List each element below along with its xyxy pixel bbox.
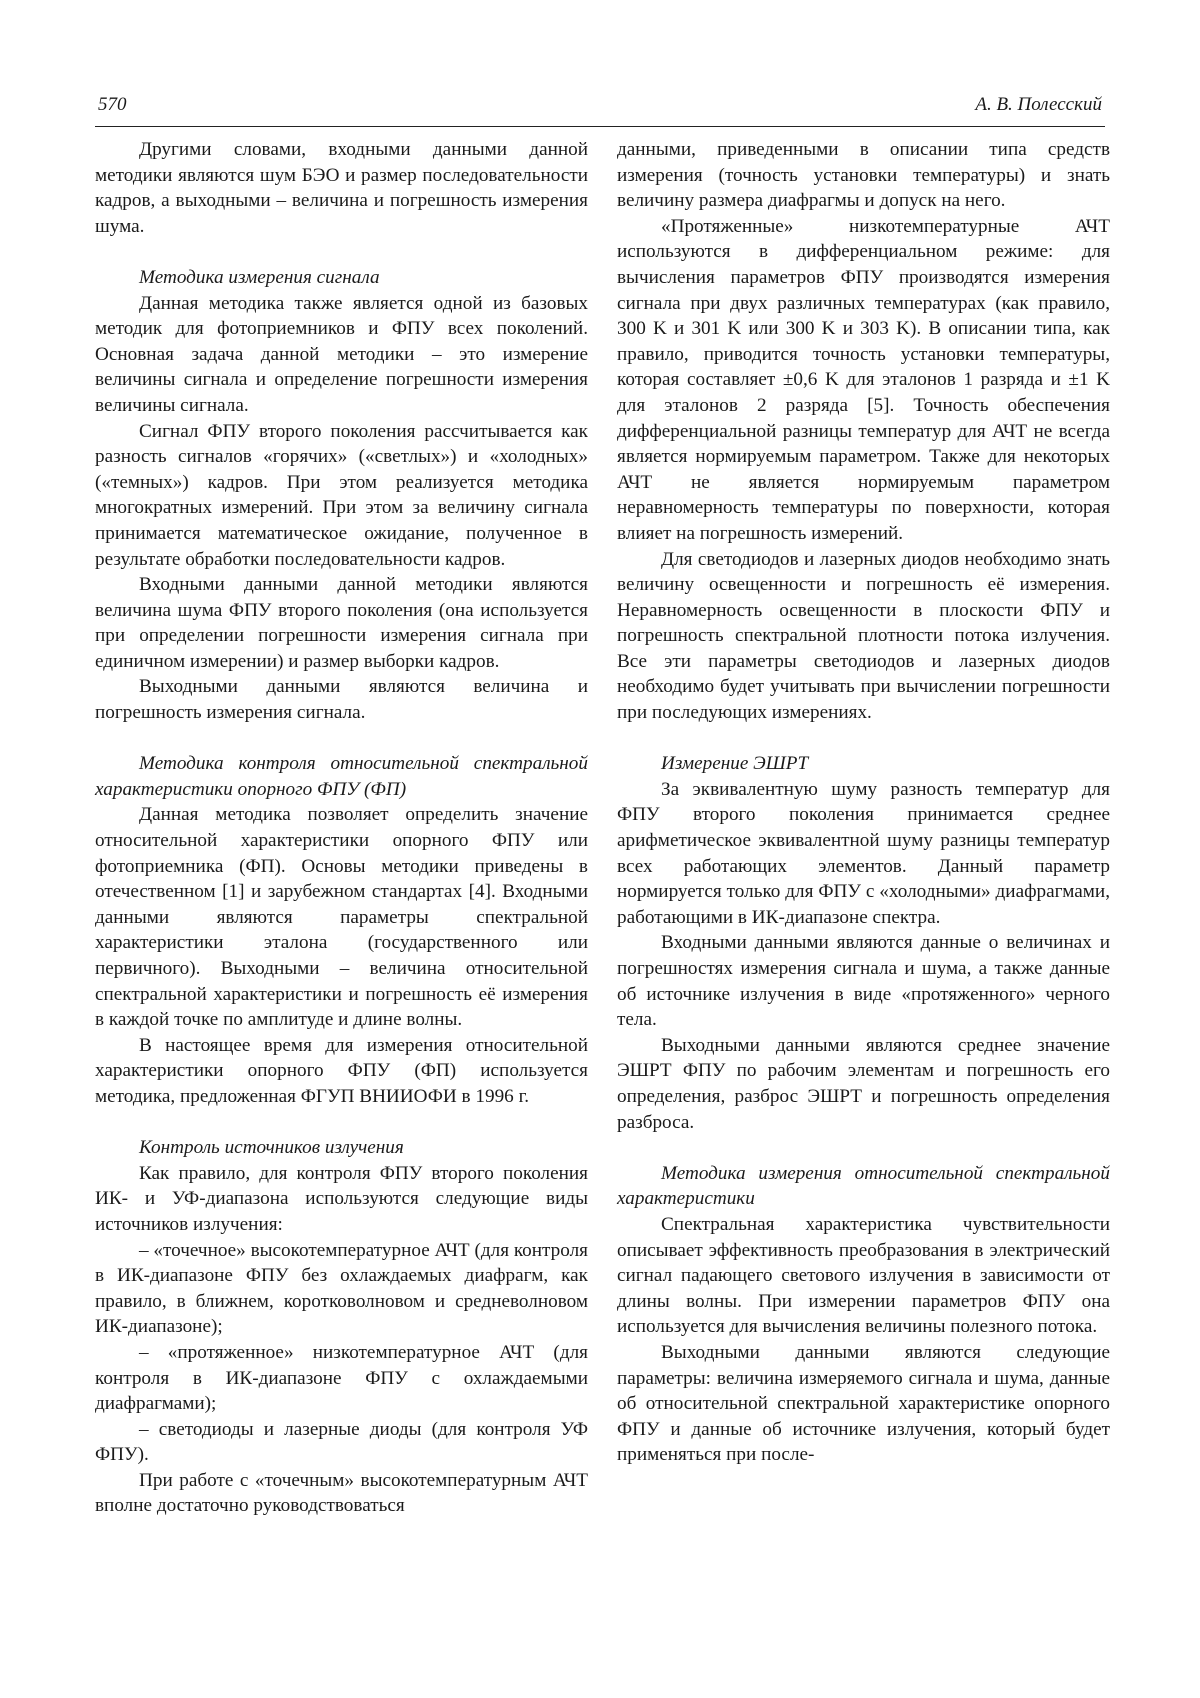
section-heading: Измерение ЭШРТ <box>661 753 809 775</box>
paragraph: Выходными данными являются среднее значение ЭШРТ ФПУ по рабочим элементам и погрешность его определения, разброс ЭШРТ и погрешность определения разброса. <box>617 1034 1110 1133</box>
paragraph: Спектральная характеристика чувствительности описывает эффективность преобразования в электрический сигнал падающего светового излучения в зависимости от длины волны. При измерении параметров ФПУ она используется для вычисления величины полезного потока. <box>617 1213 1110 1338</box>
paragraph: Входными данными являются данные о величинах и погрешностях измерения сигнала и шума, а также данные об источнике излучения в виде «протяженного» черного тела. <box>617 932 1110 1031</box>
left-column <box>95 137 588 1519</box>
paragraph: Для светодиодов и лазерных диодов необходимо знать величину освещенности и погрешность её измерения. Неравномерность освещенности в плоскости ФПУ и погрешность спектральной плотности потока излучения. Все эти параметры светодиодов и лазерных диодов необходимо будет учитывать при вычислении погрешности при последующих измерениях. <box>617 548 1110 724</box>
page-number: 570 <box>98 94 127 115</box>
paragraph: данными, приведенными в описании типа средств измерения (точность установки температуры) и знать величину размера диафрагмы и допуск на него. <box>617 139 1110 212</box>
paragraph: Выходными данными являются величина и погрешность измерения сигнала. <box>95 676 588 724</box>
paragraph: В настоящее время для измерения относительной характеристики опорного ФПУ (ФП) используется методика, предложенная ФГУП ВНИИОФИ в 1996 г. <box>95 1034 588 1107</box>
list-item: – светодиоды и лазерные диоды (для контроля УФ ФПУ). <box>95 1418 588 1466</box>
section-heading: Методика измерения сигнала <box>139 266 380 288</box>
running-author: А. В. Полесский <box>975 94 1102 115</box>
list-item: – «точечное» высокотемпературное АЧТ (для контроля в ИК-диапазоне ФПУ без охлаждаемых диафрагм, как правило, в ближнем, коротковолновом и средневолновом ИК-диапазоне); <box>95 1239 588 1338</box>
list-item: – «протяженное» низкотемпературное АЧТ (для контроля в ИК-диапазоне ФПУ с охлаждаемыми диафрагмами); <box>95 1341 588 1415</box>
section-heading: Методика измерения относительной спектральной характеристики <box>617 1162 1110 1210</box>
running-header <box>95 90 1105 127</box>
section-heading: Методика контроля относительной спектральной характеристики опорного ФПУ (ФП) <box>95 753 588 800</box>
paragraph: «Протяженные» низкотемпературные АЧТ используются в дифференциальном режиме: для вычисления параметров ФПУ производятся измерения сигнала при двух различных температурах (как правило, 300 K и 301 K или 300 K и 303 K). В описании типа, как правило, приводится точность установки температуры, которая составляет ±0,6 K для эталонов 1 разряда и ±1 K для эталонов 2 разряда [5]. Точность обеспечения дифференциальной разницы температур для АЧТ не всегда является нормируемым параметром. Также для некоторых АЧТ не является нормируемым параметром неравномерность температуры по поверхности, которая влияет на погрешность измерений. <box>617 215 1110 544</box>
paragraph: Входными данными данной методики являются величина шума ФПУ второго поколения (она используется при определении погрешности измерения сигнала при единичном измерении) и размер выборки кадров. <box>95 574 588 672</box>
paragraph: Как правило, для контроля ФПУ второго поколения ИК- и УФ-диапазона используются следующие виды источников излучения: <box>95 1162 588 1235</box>
paragraph: Сигнал ФПУ второго поколения рассчитывается как разность сигналов «горячих» («светлых») и «холодных» («темных») кадров. При этом реализуется методика многократных измерений. При этом за величину сигнала принимается математическое ожидание, полученное в результате обработки последовательности кадров. <box>95 420 588 570</box>
paragraph: Выходными данными являются следующие параметры: величина измеряемого сигнала и шума, данные об относительной спектральной характеристике опорного ФПУ и данные об источнике излучения, который будет применяться при после- <box>617 1341 1110 1466</box>
paragraph: За эквивалентную шуму разность температур для ФПУ второго поколения принимается среднее арифметическое эквивалентной шуму разницы температур всех работающих элементов. Данный параметр нормируется только для ФПУ с «холодными» диафрагмами, работающими в ИК-диапазоне спектра. <box>617 778 1110 928</box>
paragraph: Данная методика позволяет определить значение относительной характеристики опорного ФПУ или фотоприемника (ФП). Основы методики приведены в отечественном [1] и зарубежном стандартах [4]. Входными данными являются параметры спектральной характеристики эталона (государственного или первичного). Выходными – величина относительной спектральной характеристики и погрешность её измерения в каждой точке по амплитуде и длине волны. <box>95 804 588 1031</box>
paragraph: При работе с «точечным» высокотемпературным АЧТ вполне достаточно руководствоваться <box>95 1469 588 1517</box>
paragraph: Другими словами, входными данными данной методики являются шум БЭО и размер последовательности кадров, а выходными – величина и погрешность измерения шума. <box>95 139 588 237</box>
right-column <box>617 137 1110 1468</box>
paragraph: Данная методика также является одной из базовых методик для фотоприемников и ФПУ всех поколений. Основная задача данной методики – это измерение величины сигнала и определение погрешности измерения величины сигнала. <box>95 292 588 416</box>
section-heading: Контроль источников излучения <box>139 1137 404 1159</box>
